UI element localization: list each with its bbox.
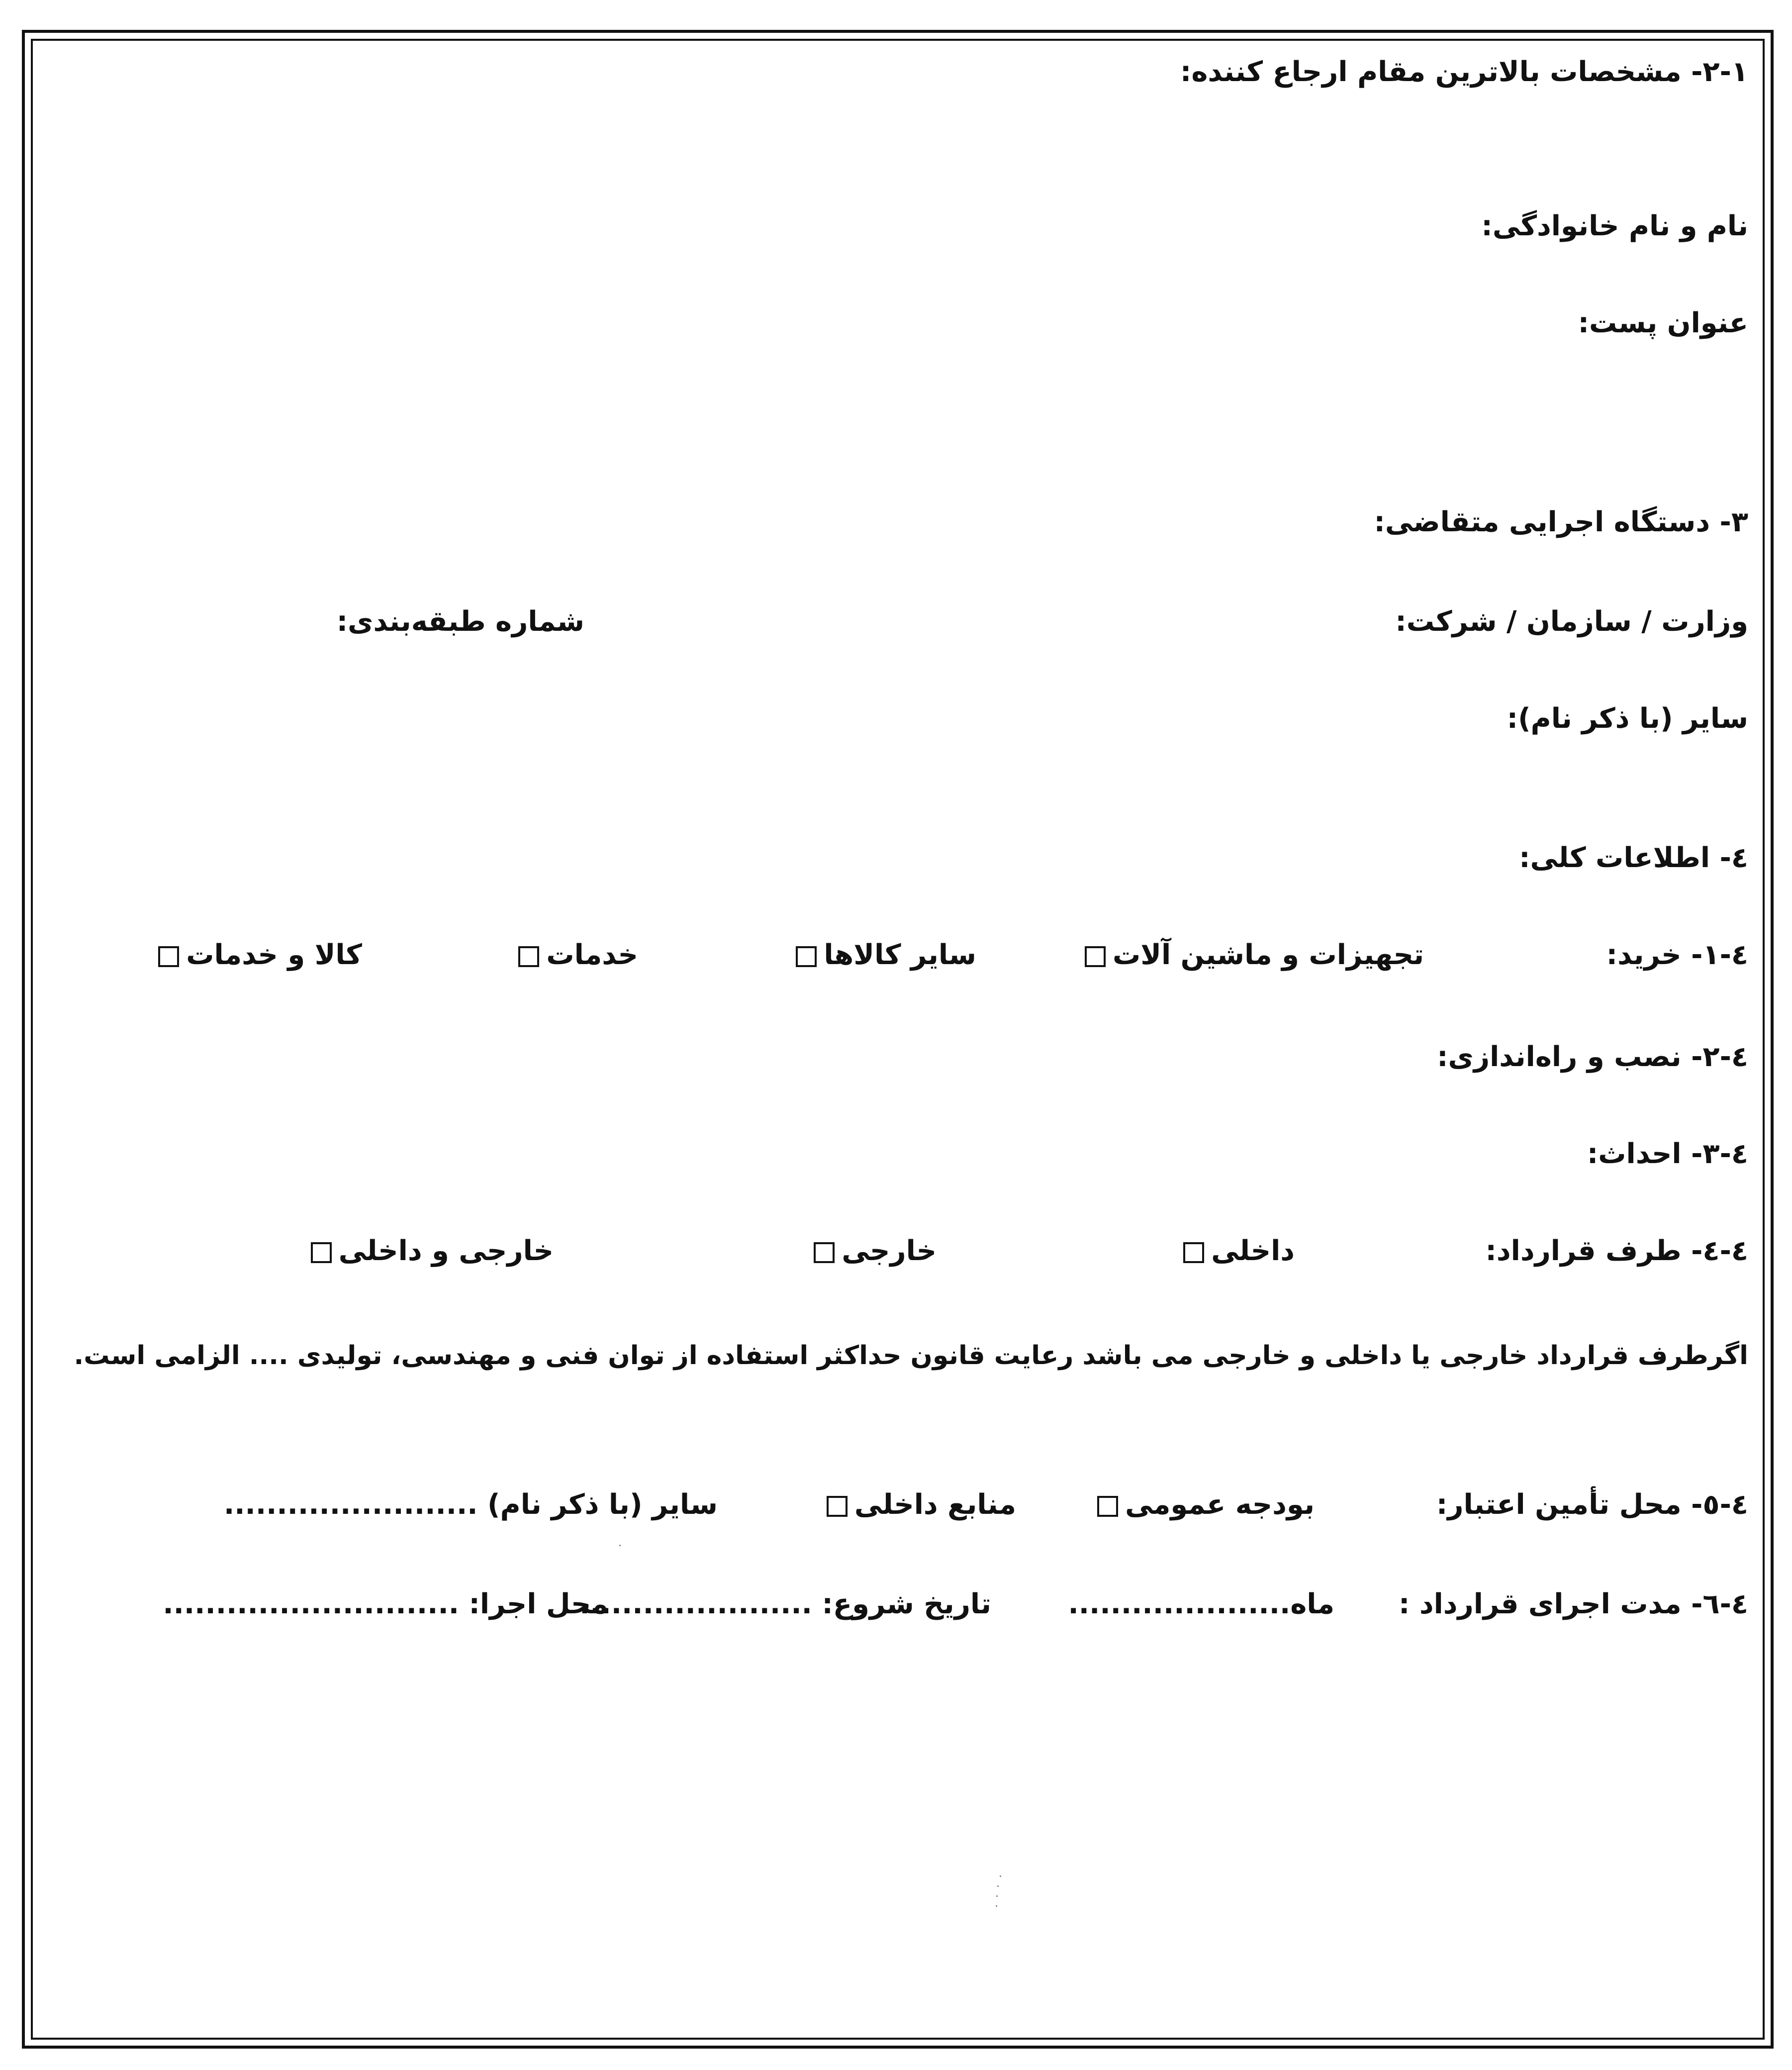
funding-public-budget[interactable]: بودجه عمومی [1090,1485,1315,1525]
post-title-label: عنوان پست: [1578,307,1748,339]
start-date-field[interactable]: تاریخ شروع: ...................... [579,1588,991,1620]
section-4-title: ٤- اطلاعات کلی: [1519,842,1748,874]
services-checkbox[interactable] [518,946,539,967]
construction-label: ٤-۳- احداث: [1587,1138,1748,1170]
contract-note: اگرطرف قرارداد خارجی یا داخلی و خارجی می باشد رعایت قانون حداکثر استفاده از توان فنی و مهندسی، تولیدی .... الزامی است. [74,1341,1748,1371]
goods-and-services-checkbox[interactable] [158,946,179,967]
funding-label: ٤-٥- محل تأمین اعتبار: [1436,1488,1748,1521]
equipment-checkbox[interactable] [1085,946,1106,967]
contract-party-foreign-and-domestic[interactable]: خارجی و داخلی [304,1231,554,1271]
scan-speck [996,1905,997,1907]
other-name-label: سایر (با ذکر نام): [1507,702,1748,735]
foreign-checkbox[interactable] [814,1242,835,1263]
section-3-title: ۳- دستگاه اجرایی متقاضی: [1374,506,1748,538]
scan-speck [1000,1875,1001,1877]
organization-label: وزارت / سازمان / شرکت: [1395,605,1748,638]
funding-internal-resources[interactable]: منابع داخلی [820,1485,1016,1525]
purchase-option-equipment[interactable]: تجهیزات و ماشین آلات [1078,935,1424,975]
duration-month-field[interactable]: ماه..................... [1068,1588,1334,1620]
contract-party-label: ٤-٤- طرف قرارداد: [1485,1235,1748,1267]
scan-speck [997,1885,999,1887]
section-2-1-title: ۲-۱- مشخصات بالاترین مقام ارجاع کننده: [1180,56,1748,88]
purchase-option-services[interactable]: خدمات [511,935,638,975]
installation-label: ٤-۲- نصب و راه‌اندازی: [1437,1041,1748,1073]
contract-party-foreign[interactable]: خارجی [807,1231,937,1271]
domestic-checkbox[interactable] [1183,1242,1204,1263]
purchase-label: ٤-۱- خرید: [1606,939,1748,971]
contract-duration-label: ٤-٦- مدت اجرای قرارداد : [1398,1588,1748,1620]
execution-place-field[interactable]: محل اجرا: ............................ [163,1588,608,1620]
other-goods-checkbox[interactable] [796,946,817,967]
contract-party-domestic[interactable]: داخلی [1176,1231,1295,1271]
public-budget-checkbox[interactable] [1097,1496,1118,1517]
scan-speck [996,1895,998,1897]
name-label: نام و نام خانوادگی: [1481,210,1748,242]
classification-number-label: شماره طبقه‌بندی: [336,605,584,638]
foreign-and-domestic-checkbox[interactable] [311,1242,332,1263]
internal-resources-checkbox[interactable] [827,1496,848,1517]
purchase-option-other-goods[interactable]: سایر کالاها [789,935,976,975]
funding-other-field[interactable]: سایر (با ذکر نام) ........................ [224,1488,718,1521]
purchase-option-goods-and-services[interactable]: کالا و خدمات [151,935,362,975]
scan-speck [619,1545,621,1546]
